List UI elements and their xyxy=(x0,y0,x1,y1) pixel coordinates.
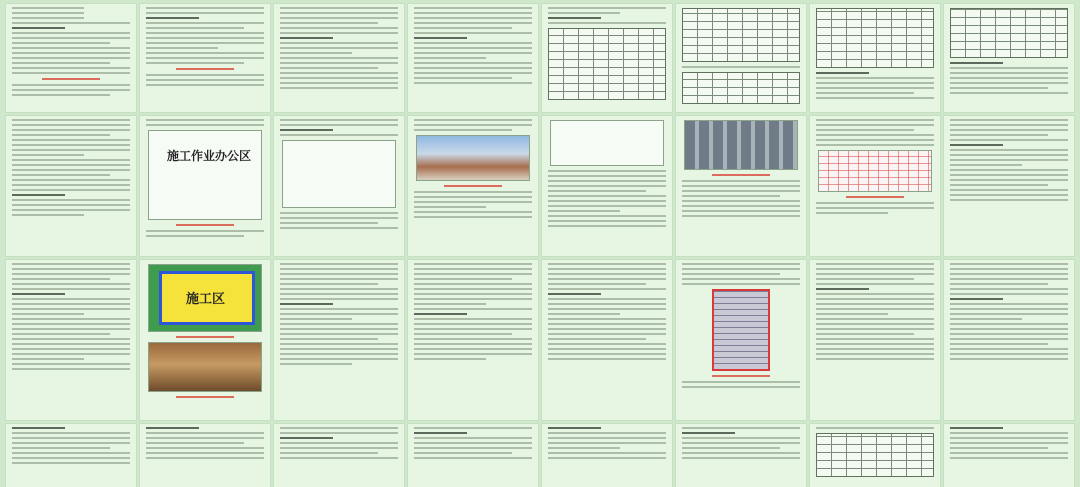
building-elevation-drawing xyxy=(712,289,770,371)
warehouse-photo xyxy=(148,342,262,392)
figure-caption xyxy=(444,185,501,187)
data-table xyxy=(816,8,934,68)
page-thumbnail[interactable] xyxy=(408,4,538,112)
page-thumbnail[interactable] xyxy=(810,424,940,487)
page-thumbnail[interactable] xyxy=(274,4,404,112)
page-thumbnail[interactable] xyxy=(6,116,136,256)
page-thumbnail[interactable] xyxy=(676,116,806,256)
figure-caption xyxy=(712,375,769,377)
formwork-drawing xyxy=(818,150,932,192)
page-thumbnail[interactable] xyxy=(542,260,672,420)
page-thumbnail[interactable] xyxy=(140,260,270,420)
page-thumbnail[interactable] xyxy=(944,260,1074,420)
page-thumbnail[interactable] xyxy=(140,424,270,487)
page-thumbnail[interactable] xyxy=(810,4,940,112)
page-thumbnail[interactable] xyxy=(274,260,404,420)
page-thumbnail[interactable] xyxy=(408,260,538,420)
zone-label: 施工区 xyxy=(186,292,226,307)
site-plan-title: 施工作业办公区 xyxy=(167,149,252,163)
page-thumbnail[interactable] xyxy=(944,116,1074,256)
figure-caption xyxy=(176,396,233,398)
figure-caption xyxy=(846,196,903,198)
page-thumbnail[interactable] xyxy=(810,260,940,420)
figure-caption xyxy=(176,224,233,226)
data-table xyxy=(950,8,1068,58)
page-thumbnail[interactable] xyxy=(274,424,404,487)
page-thumbnail[interactable] xyxy=(676,4,806,112)
figure-caption xyxy=(176,336,233,338)
construction-zone-diagram xyxy=(148,264,262,332)
page-thumbnail[interactable] xyxy=(542,424,672,487)
page-thumbnail[interactable] xyxy=(274,116,404,256)
page-thumbnail[interactable] xyxy=(542,4,672,112)
page-thumbnail[interactable] xyxy=(6,424,136,487)
data-table xyxy=(682,72,800,104)
floor-plan-drawing xyxy=(282,140,396,208)
page-thumbnail[interactable] xyxy=(542,116,672,256)
data-table xyxy=(816,433,934,477)
page-thumbnail[interactable] xyxy=(140,4,270,112)
page-thumbnail[interactable] xyxy=(676,260,806,420)
page-thumbnail[interactable] xyxy=(408,116,538,256)
construction-zone xyxy=(159,271,255,325)
page-thumbnail[interactable] xyxy=(6,4,136,112)
data-table xyxy=(548,28,666,100)
data-table xyxy=(682,8,800,62)
figure-caption xyxy=(176,68,233,70)
road-layout-drawing xyxy=(550,120,664,166)
page-thumbnail[interactable] xyxy=(944,424,1074,487)
figure-caption xyxy=(712,174,769,176)
page-thumbnail[interactable] xyxy=(810,116,940,256)
page-thumbnail[interactable] xyxy=(408,424,538,487)
page-thumbnail[interactable] xyxy=(140,116,270,256)
site-layout-drawing xyxy=(148,130,262,220)
page-thumbnail[interactable] xyxy=(676,424,806,487)
site-photo xyxy=(416,135,530,181)
aerial-photo xyxy=(684,120,798,170)
figure-caption xyxy=(42,78,99,80)
page-thumbnail[interactable] xyxy=(944,4,1074,112)
page-thumbnail[interactable] xyxy=(6,260,136,420)
